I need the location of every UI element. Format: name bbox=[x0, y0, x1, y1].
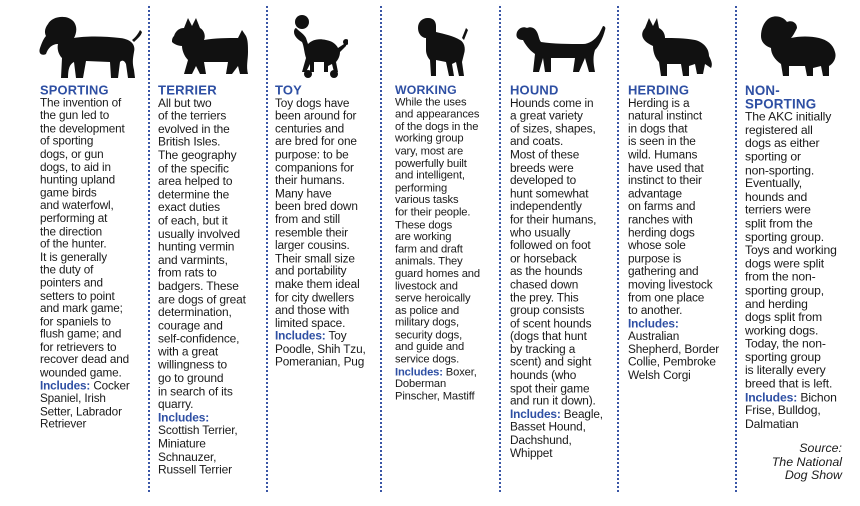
sheepdog-silhouette-icon bbox=[639, 14, 713, 80]
text-line: centuries and bbox=[275, 121, 345, 136]
includes-text: Schnauzer, bbox=[158, 449, 217, 464]
text-line: advantage bbox=[628, 186, 682, 201]
text-line: determination, bbox=[158, 305, 232, 320]
text-line: the prey. This bbox=[510, 290, 579, 305]
poodle-silhouette-icon bbox=[288, 14, 348, 80]
text-line: by tracking a bbox=[510, 342, 576, 356]
bichon-silhouette-icon bbox=[757, 14, 837, 80]
text-line: usually involved bbox=[158, 227, 240, 241]
text-line: wounded game. bbox=[40, 366, 122, 380]
text-line: of the terriers bbox=[158, 109, 227, 123]
includes-text: Basset Hound, bbox=[510, 420, 586, 434]
includes-label: Includes: bbox=[510, 407, 561, 421]
group-heading: HOUND bbox=[510, 83, 559, 98]
text-line: larger cousins. bbox=[275, 238, 350, 252]
includes-text: Dachshund, bbox=[510, 433, 572, 447]
text-line: quarry. bbox=[158, 397, 194, 411]
text-line: is seen in the bbox=[628, 134, 696, 149]
text-line: purpose: to be bbox=[275, 147, 349, 162]
includes-text: Pinscher, Mastiff bbox=[395, 389, 475, 403]
boxer-silhouette-icon bbox=[414, 14, 468, 80]
heading-text: NON- SPORTING bbox=[745, 83, 817, 112]
text-line: go to ground bbox=[158, 371, 224, 385]
text-line: Toys and working bbox=[745, 243, 837, 258]
text-line: the development bbox=[40, 121, 125, 135]
includes-text: Toy bbox=[325, 329, 347, 343]
text-line: gathering and bbox=[628, 264, 699, 279]
text-line: split from the bbox=[745, 216, 813, 231]
text-line: various tasks bbox=[395, 193, 459, 207]
text-line: pointers and bbox=[40, 276, 103, 290]
toy-text bbox=[275, 84, 378, 369]
text-line: dogs split from bbox=[745, 310, 822, 324]
text-line: a great variety bbox=[510, 108, 583, 123]
text-line: serve heroically bbox=[395, 291, 471, 305]
text-line: livestock and bbox=[395, 279, 458, 292]
group-heading: WORKING bbox=[395, 83, 457, 97]
text-line: powerfully built bbox=[395, 156, 467, 170]
includes-label: Includes: bbox=[395, 365, 443, 378]
group-heading: TOY bbox=[275, 83, 303, 98]
includes-text: Miniature bbox=[158, 436, 206, 451]
text-line: dogs, to aid in bbox=[40, 160, 111, 174]
sporting-text bbox=[40, 84, 146, 431]
text-line: breeds were bbox=[510, 160, 574, 175]
text-line: service dogs. bbox=[395, 352, 460, 366]
text-line: followed on foot bbox=[510, 238, 591, 253]
text-line: flush game; and bbox=[40, 327, 122, 341]
text-line: herding dogs bbox=[628, 225, 695, 240]
text-line: to another. bbox=[628, 303, 683, 317]
text-line: and appearances bbox=[395, 107, 480, 121]
group-description bbox=[158, 97, 264, 477]
includes-text: Russell Terrier bbox=[158, 462, 232, 477]
text-line: Toy dogs have bbox=[275, 96, 350, 110]
text-line: spot their game bbox=[510, 381, 590, 395]
text-line: It is generally bbox=[40, 250, 107, 264]
text-line: for their humans, bbox=[510, 212, 597, 227]
text-line: exact duties bbox=[158, 200, 220, 215]
source-text: The National bbox=[771, 454, 842, 469]
text-line: and herding bbox=[745, 296, 808, 311]
includes-text: Retriever bbox=[40, 417, 87, 431]
text-line: guard homes and bbox=[395, 266, 480, 280]
text-line: the direction bbox=[40, 224, 103, 238]
text-line: for their people. bbox=[395, 205, 471, 219]
text-line: courage and bbox=[158, 318, 223, 333]
text-line: natural instinct bbox=[628, 108, 702, 123]
text-line: as the hounds bbox=[510, 264, 583, 279]
text-line: setters to point bbox=[40, 288, 115, 303]
text-line: Hounds come in bbox=[510, 96, 594, 110]
text-line: of each, but it bbox=[158, 214, 228, 228]
includes-text: Beagle, bbox=[560, 407, 603, 421]
text-line: Eventually, bbox=[745, 176, 803, 191]
text-line: hunting vermin bbox=[158, 240, 235, 254]
text-line: performing at bbox=[40, 211, 108, 225]
includes-text: Whippet bbox=[510, 446, 553, 460]
text-line: hunt somewhat bbox=[510, 186, 589, 201]
text-line: developed to bbox=[510, 173, 577, 188]
text-line: of the specific bbox=[158, 161, 229, 176]
group-heading: HERDING bbox=[628, 83, 690, 98]
herding-text bbox=[628, 84, 733, 382]
text-line: the duty of bbox=[40, 263, 94, 277]
text-line: The geography bbox=[158, 148, 237, 163]
text-line: of scent hounds bbox=[510, 316, 592, 330]
text-line: their humans. bbox=[275, 173, 345, 188]
text-line: vary, most are bbox=[395, 144, 464, 158]
text-line: for spaniels to bbox=[40, 314, 111, 328]
group-non-sporting bbox=[737, 0, 860, 506]
text-line: and run it down). bbox=[510, 394, 596, 408]
text-line: of the hunter. bbox=[40, 237, 107, 251]
text-line: military dogs, bbox=[395, 316, 459, 329]
includes-label: Includes: bbox=[745, 390, 798, 404]
includes-text: Bichon bbox=[797, 390, 837, 404]
text-line: or horseback bbox=[510, 251, 577, 266]
working-text bbox=[395, 84, 496, 403]
text-line: and waterfowl, bbox=[40, 198, 114, 213]
text-line: group consists bbox=[510, 303, 585, 317]
group-description bbox=[628, 97, 733, 382]
includes-label: Includes: bbox=[158, 410, 210, 425]
text-line: animals. They bbox=[395, 254, 463, 268]
text-line: performing bbox=[395, 181, 448, 194]
includes-text: Frise, Bulldog, bbox=[745, 403, 821, 418]
includes-text: Cocker bbox=[90, 378, 130, 393]
text-line: from the non- bbox=[745, 270, 816, 284]
text-line: and those with bbox=[275, 303, 350, 317]
text-line: from one place bbox=[628, 290, 705, 305]
text-line: hunting upland bbox=[40, 173, 115, 187]
text-line: Today, the non- bbox=[745, 336, 826, 351]
text-line: registered all bbox=[745, 123, 813, 137]
text-line: have used that bbox=[628, 160, 704, 175]
text-line: determine the bbox=[158, 187, 230, 202]
text-line: area helped to bbox=[158, 174, 233, 189]
text-line: been bred down bbox=[275, 199, 358, 214]
text-line: dogs were split bbox=[745, 256, 825, 271]
includes-text: Scottish Terrier, bbox=[158, 423, 238, 438]
text-line: security dogs, bbox=[395, 328, 463, 341]
text-line: farm and draft bbox=[395, 242, 463, 256]
text-line: and coats. bbox=[510, 134, 564, 149]
text-line: been around for bbox=[275, 108, 357, 123]
text-line: limited space. bbox=[275, 316, 346, 330]
hound-text bbox=[510, 84, 615, 460]
group-terrier bbox=[150, 0, 266, 506]
text-line: and intelligent, bbox=[395, 168, 465, 182]
text-line: the gun led to bbox=[40, 108, 110, 123]
group-description bbox=[275, 97, 378, 369]
text-line: for retrievers to bbox=[40, 340, 117, 354]
text-line: recover dead and bbox=[40, 353, 130, 367]
includes-text: Shepherd, Border bbox=[628, 342, 720, 356]
text-line: ranches with bbox=[628, 212, 693, 227]
text-line: The invention of bbox=[40, 95, 122, 110]
text-line: and portability bbox=[275, 264, 347, 278]
group-description bbox=[395, 96, 496, 402]
text-line: game birds bbox=[40, 185, 97, 200]
text-line: instinct to their bbox=[628, 173, 702, 188]
text-line: (dogs that hunt bbox=[510, 329, 587, 343]
text-line: and guide and bbox=[395, 340, 465, 354]
text-line: These dogs bbox=[395, 217, 453, 231]
text-line: and varmints, bbox=[158, 253, 228, 267]
text-line: dogs as either bbox=[745, 136, 820, 151]
text-line: Herding is a bbox=[628, 96, 690, 110]
includes-text: Spaniel, Irish bbox=[40, 391, 106, 406]
text-line: sporting group bbox=[745, 350, 821, 364]
text-line: breed that is left. bbox=[745, 376, 833, 391]
text-line: purpose is bbox=[628, 251, 682, 266]
group-description bbox=[40, 97, 146, 432]
includes-text: Pomeranian, Pug bbox=[275, 355, 365, 369]
text-line: terriers were bbox=[745, 203, 811, 217]
text-line: with a great bbox=[158, 345, 219, 359]
text-line: companions for bbox=[275, 160, 354, 175]
text-line: is literally every bbox=[745, 363, 826, 378]
text-line: sporting group. bbox=[745, 229, 825, 244]
text-line: wild. Humans bbox=[628, 147, 698, 162]
text-line: on farms and bbox=[628, 199, 696, 214]
includes-label: Includes: bbox=[628, 316, 679, 330]
source-text: Dog Show bbox=[784, 468, 842, 483]
group-description bbox=[745, 111, 858, 432]
group-working bbox=[382, 0, 498, 506]
includes-text: Australian bbox=[628, 329, 680, 343]
includes-text: Setter, Labrador bbox=[40, 404, 122, 418]
text-line: badgers. These bbox=[158, 279, 239, 294]
text-line: While the uses bbox=[395, 95, 467, 108]
text-line: resemble their bbox=[275, 225, 348, 240]
group-toy bbox=[268, 0, 380, 506]
includes-text: Poodle, Shih Tzu, bbox=[275, 342, 366, 356]
includes-label: Includes: bbox=[40, 378, 91, 393]
includes-text: Dalmatian bbox=[745, 416, 799, 431]
includes-text: Boxer, bbox=[442, 365, 477, 378]
non-sporting-text bbox=[745, 84, 858, 431]
text-line: working group bbox=[395, 132, 464, 145]
terrier-text bbox=[158, 84, 264, 477]
text-line: who usually bbox=[510, 225, 571, 240]
text-line: willingness to bbox=[158, 358, 227, 372]
group-heading bbox=[745, 84, 858, 111]
text-line: are dogs of great bbox=[158, 292, 246, 307]
includes-text: Collie, Pembroke bbox=[628, 355, 716, 369]
text-line: non-sporting. bbox=[745, 163, 815, 177]
source-credit bbox=[772, 442, 842, 483]
text-line: scent) and sight bbox=[510, 355, 592, 369]
text-line: dogs, or gun bbox=[40, 147, 104, 161]
text-line: of sizes, shapes, bbox=[510, 121, 596, 136]
text-line: hounds (who bbox=[510, 368, 577, 382]
text-line: chased down bbox=[510, 277, 579, 292]
group-description bbox=[510, 97, 615, 460]
text-line: working dogs. bbox=[745, 323, 819, 338]
text-line: independently bbox=[510, 199, 582, 214]
text-line: whose sole bbox=[628, 238, 686, 253]
text-line: from rats to bbox=[158, 266, 217, 280]
beagle-silhouette-icon bbox=[513, 14, 607, 80]
group-herding bbox=[619, 0, 735, 506]
text-line: British Isles. bbox=[158, 135, 221, 149]
text-line: and mark game; bbox=[40, 301, 123, 316]
text-line: Many have bbox=[275, 186, 332, 201]
group-heading: TERRIER bbox=[158, 83, 217, 98]
text-line: The AKC initially bbox=[745, 109, 832, 124]
group-hound bbox=[501, 0, 617, 506]
scottish-terrier-silhouette-icon bbox=[170, 14, 252, 80]
text-line: of the dogs in the bbox=[395, 119, 479, 133]
includes-text: Welsh Corgi bbox=[628, 368, 691, 382]
text-line: in search of its bbox=[158, 384, 233, 398]
text-line: are bred for one bbox=[275, 134, 357, 149]
spaniel-silhouette-icon bbox=[34, 14, 142, 80]
text-line: of sporting bbox=[40, 134, 94, 148]
text-line: for city dwellers bbox=[275, 290, 355, 304]
text-line: make them ideal bbox=[275, 277, 360, 291]
text-line: are working bbox=[395, 230, 452, 243]
source-label: Source: bbox=[799, 441, 842, 455]
includes-label: Includes: bbox=[275, 329, 326, 343]
group-sporting bbox=[0, 0, 148, 506]
text-line: as police and bbox=[395, 303, 460, 317]
text-line: Most of these bbox=[510, 147, 580, 162]
text-line: Their small size bbox=[275, 251, 355, 265]
text-line: from and still bbox=[275, 212, 340, 227]
text-line: sporting or bbox=[745, 149, 801, 164]
text-line: sporting group, bbox=[745, 283, 825, 298]
text-line: evolved in the bbox=[158, 122, 230, 136]
text-line: hounds and bbox=[745, 189, 808, 204]
includes-text: Doberman bbox=[395, 377, 447, 390]
text-line: All but two bbox=[158, 96, 212, 110]
text-line: in dogs that bbox=[628, 121, 688, 136]
group-heading: SPORTING bbox=[40, 83, 109, 98]
text-line: self-confidence, bbox=[158, 331, 240, 346]
text-line: moving livestock bbox=[628, 277, 713, 292]
